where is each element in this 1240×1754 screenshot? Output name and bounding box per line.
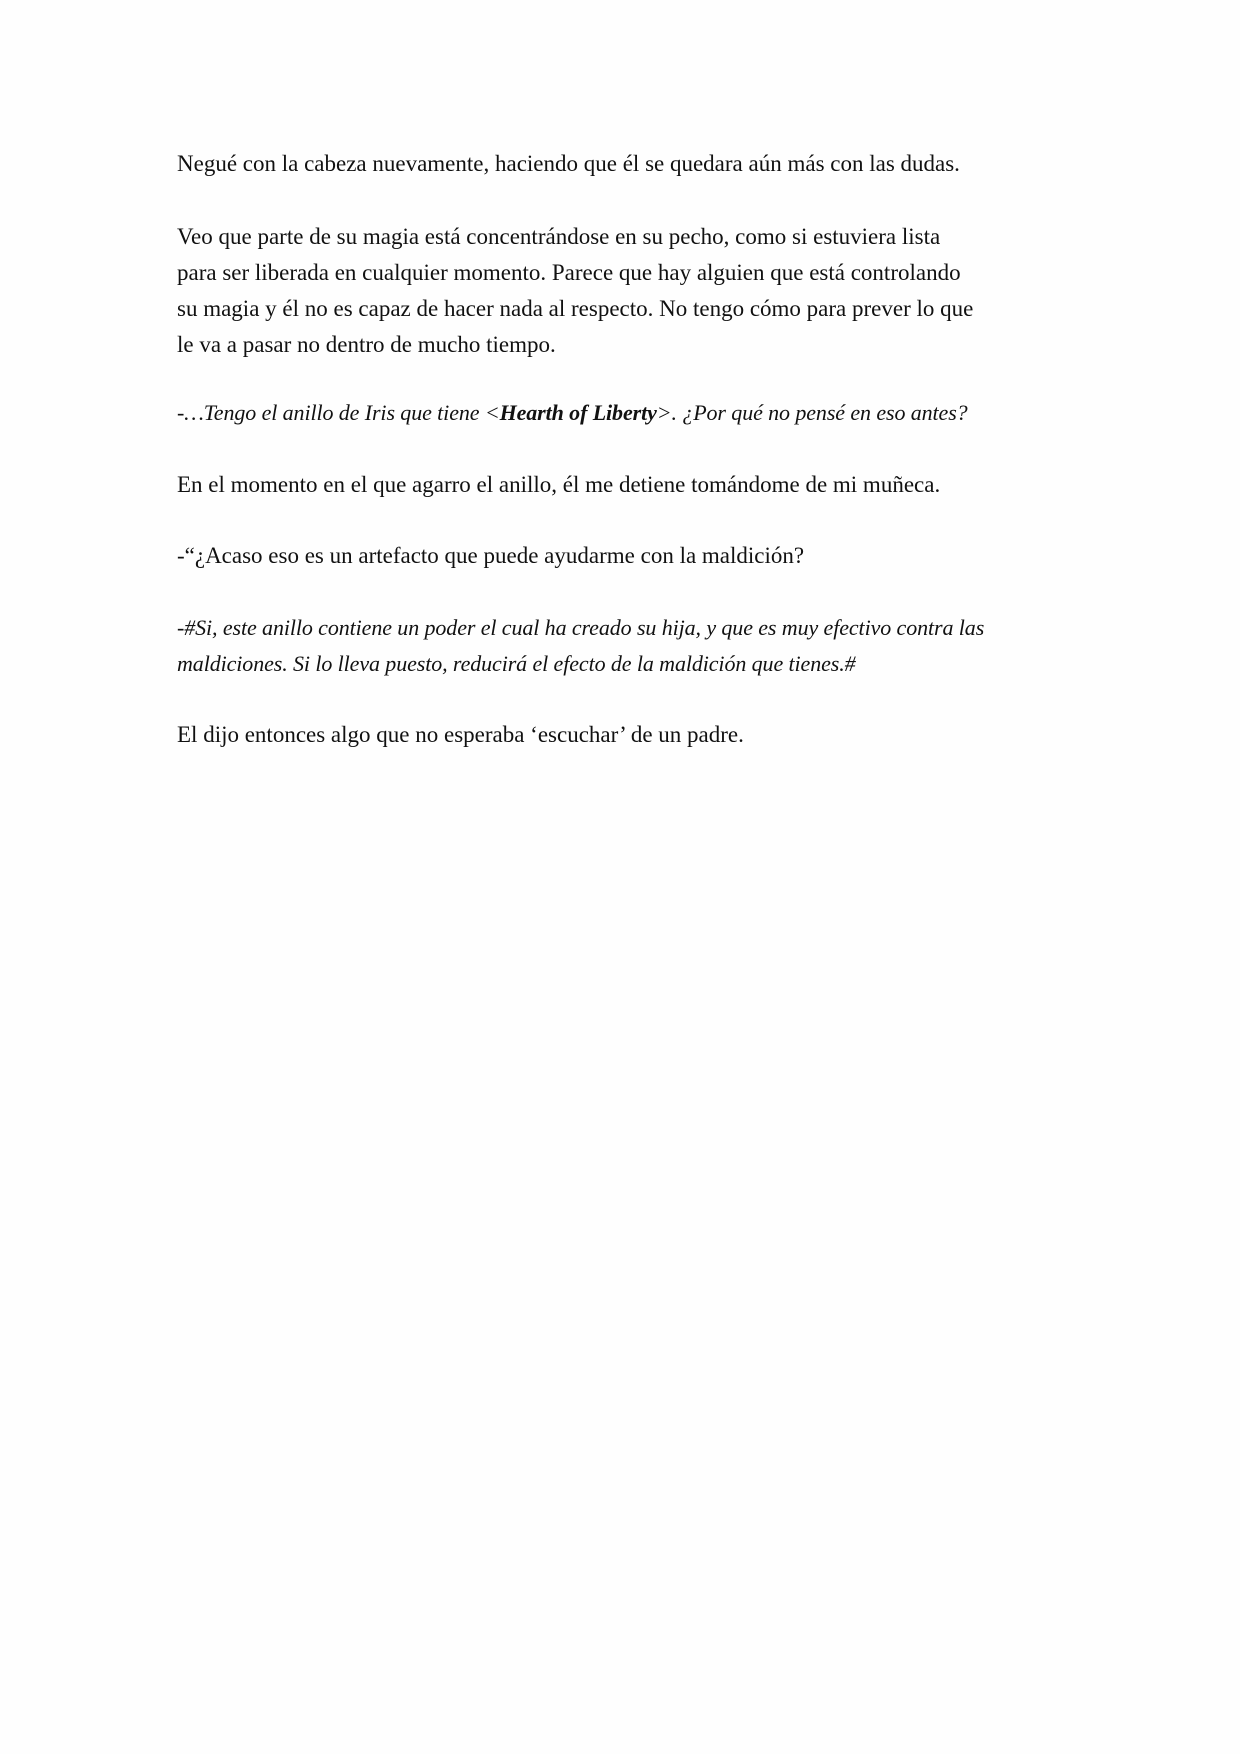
paragraph-7-text: El dijo entonces algo que no esperaba ‘escuchar’ de un padre. <box>177 722 744 747</box>
paragraph-4-text: En el momento en el que agarro el anillo, él me detiene tomándome de mi muñeca. <box>177 472 941 497</box>
paragraph-1 <box>177 146 1067 182</box>
paragraph-6-telepathy <box>177 610 1067 682</box>
paragraph-4 <box>177 467 1067 503</box>
paragraph-3-text-after: >. ¿Por qué no pensé en eso antes? <box>656 400 968 425</box>
paragraph-6-line-2: maldiciones. Si lo lleva puesto, reducirá el efecto de la maldición que tienes.# <box>177 651 856 676</box>
paragraph-1-text: Negué con la cabeza nuevamente, haciendo que él se quedara aún más con las dudas. <box>177 151 960 176</box>
paragraph-7 <box>177 717 1067 753</box>
paragraph-2-line-2: para ser liberada en cualquier momento. Parece que hay alguien que está controlando <box>177 260 961 285</box>
paragraph-6-line-1: -#Si, este anillo contiene un poder el cual ha creado su hija, y que es muy efectivo contra las <box>177 615 985 640</box>
paragraph-3-text-before: -…Tengo el anillo de Iris que tiene < <box>177 400 500 425</box>
paragraph-2-line-3: su magia y él no es capaz de hacer nada al respecto. No tengo cómo para prever lo que <box>177 296 974 321</box>
artifact-name: Hearth of Liberty <box>499 400 657 425</box>
paragraph-5-text: -“¿Acaso eso es un artefacto que puede ayudarme con la maldición? <box>177 543 805 568</box>
paragraph-5-dialogue <box>177 538 1067 574</box>
paragraph-2-line-1: Veo que parte de su magia está concentrándose en su pecho, como si estuviera lista <box>177 224 941 249</box>
paragraph-2-line-4: le va a pasar no dentro de mucho tiempo. <box>177 332 556 357</box>
paragraph-2 <box>177 219 1067 363</box>
paragraph-3-thought <box>177 395 1067 431</box>
